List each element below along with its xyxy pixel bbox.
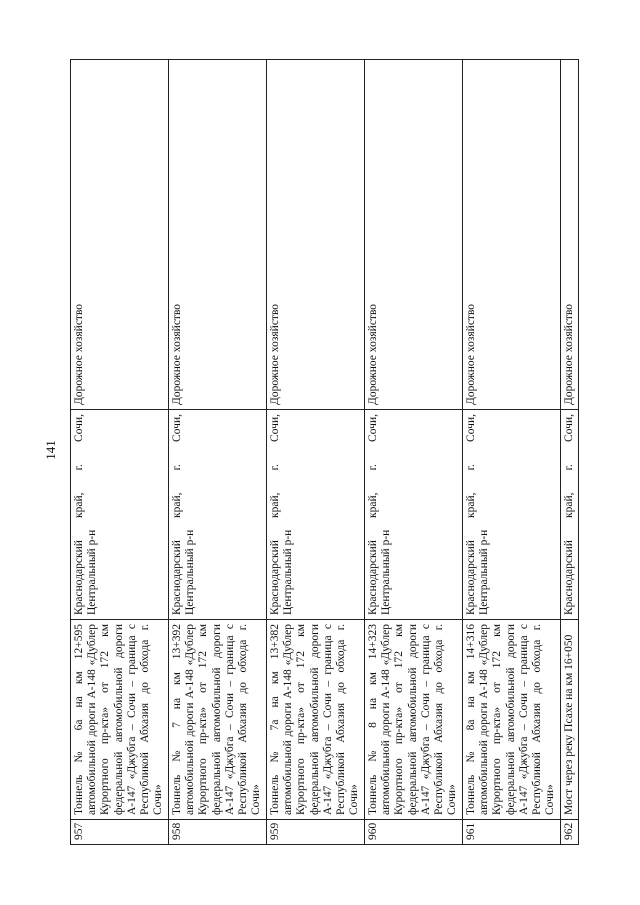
row-number: 962 (561, 820, 579, 845)
object-name: Тоннель № 8а на км 14+316 автомобильной дороги А-148 «Дублер Курортного пр-кта» от 172 км федеральной автомобильной дороги А-147 «Джубга – Сочи – граница с Республикой Абхазия до обхода г. Сочи» (463, 620, 561, 820)
object-name: Тоннель № 7 на км 13+392 автомобильной дороги А-148 «Дублер Курортного пр-кта» от 172 км федеральной автомобильной дороги А-147 «Джубга – Сочи – граница с Республикой Абхазия до обхода г. Сочи» (169, 620, 267, 820)
location-g: г. (367, 464, 379, 471)
location-g: г. (171, 464, 183, 471)
object-location (365, 410, 463, 620)
location-district: Центральный р-н (86, 529, 99, 615)
location-city: Сочи, (171, 414, 183, 442)
location-region: Краснодарский (465, 540, 477, 615)
registry-table-wrapper (70, 60, 590, 845)
table-row (561, 60, 579, 845)
row-number: 961 (463, 820, 561, 845)
location-g: г. (465, 464, 477, 471)
table-row (169, 60, 267, 845)
registry-table (70, 59, 579, 845)
location-kraj: край, (563, 492, 575, 518)
object-location (169, 410, 267, 620)
location-district: Центральный р-н (380, 529, 393, 615)
location-city: Сочи, (563, 414, 575, 442)
object-name: Тоннель № 8 на км 14+323 автомобильной дороги А-148 «Дублер Курортного пр-кта» от 172 км федеральной автомобильной дороги А-147 «Джубга – Сочи – граница с Республикой Абхазия до обхода г. Сочи» (365, 620, 463, 820)
location-region: Краснодарский (171, 540, 183, 615)
object-location (561, 410, 579, 620)
object-owner: Дорожное хозяйство (365, 60, 463, 410)
location-kraj: край, (367, 492, 379, 518)
registry-table-rotated (70, 60, 590, 845)
row-number: 957 (71, 820, 169, 845)
location-g: г. (269, 464, 281, 471)
location-g: г. (73, 464, 85, 471)
row-number: 959 (267, 820, 365, 845)
object-location (267, 410, 365, 620)
location-region: Краснодарский (367, 540, 379, 615)
object-name: Мост через реку Псахе на км 16+050 (561, 620, 579, 820)
object-name: Тоннель № 7а на км 13+382 автомобильной дороги А-148 «Дублер Курортного пр-кта» от 172 км федеральной автомобильной дороги А-147 «Джубга – Сочи – граница с Республикой Абхазия до обхода г. Сочи» (267, 620, 365, 820)
location-kraj: край, (269, 492, 281, 518)
location-district: Центральный р-н (282, 529, 295, 615)
object-owner: Дорожное хозяйство (463, 60, 561, 410)
location-city: Сочи, (465, 414, 477, 442)
location-district: Центральный р-н (184, 529, 197, 615)
page-number: 141 (42, 440, 58, 460)
object-name: Тоннель № 6а на км 12+595 автомобильной дороги А-148 «Дублер Курортного пр-кта» от 172 км федеральной автомобильной дороги А-147 «Джубга – Сочи – граница с Республикой Абхазия до обхода г. Сочи» (71, 620, 169, 820)
location-city: Сочи, (73, 414, 85, 442)
table-row (71, 60, 169, 845)
object-owner: Дорожное хозяйство (71, 60, 169, 410)
table-row (365, 60, 463, 845)
object-owner: Дорожное хозяйство (169, 60, 267, 410)
location-city: Сочи, (269, 414, 281, 442)
object-owner: Дорожное хозяйство (561, 60, 579, 410)
location-kraj: край, (465, 492, 477, 518)
table-row (463, 60, 561, 845)
location-kraj: край, (171, 492, 183, 518)
location-district: Центральный р-н (478, 529, 491, 615)
row-number: 958 (169, 820, 267, 845)
row-number: 960 (365, 820, 463, 845)
location-g: г. (563, 464, 575, 471)
location-region: Краснодарский (73, 540, 85, 615)
location-region: Краснодарский (269, 540, 281, 615)
object-location (463, 410, 561, 620)
location-kraj: край, (73, 492, 85, 518)
location-city: Сочи, (367, 414, 379, 442)
object-location (71, 410, 169, 620)
object-owner: Дорожное хозяйство (267, 60, 365, 410)
table-row (267, 60, 365, 845)
location-region: Краснодарский (563, 540, 575, 615)
